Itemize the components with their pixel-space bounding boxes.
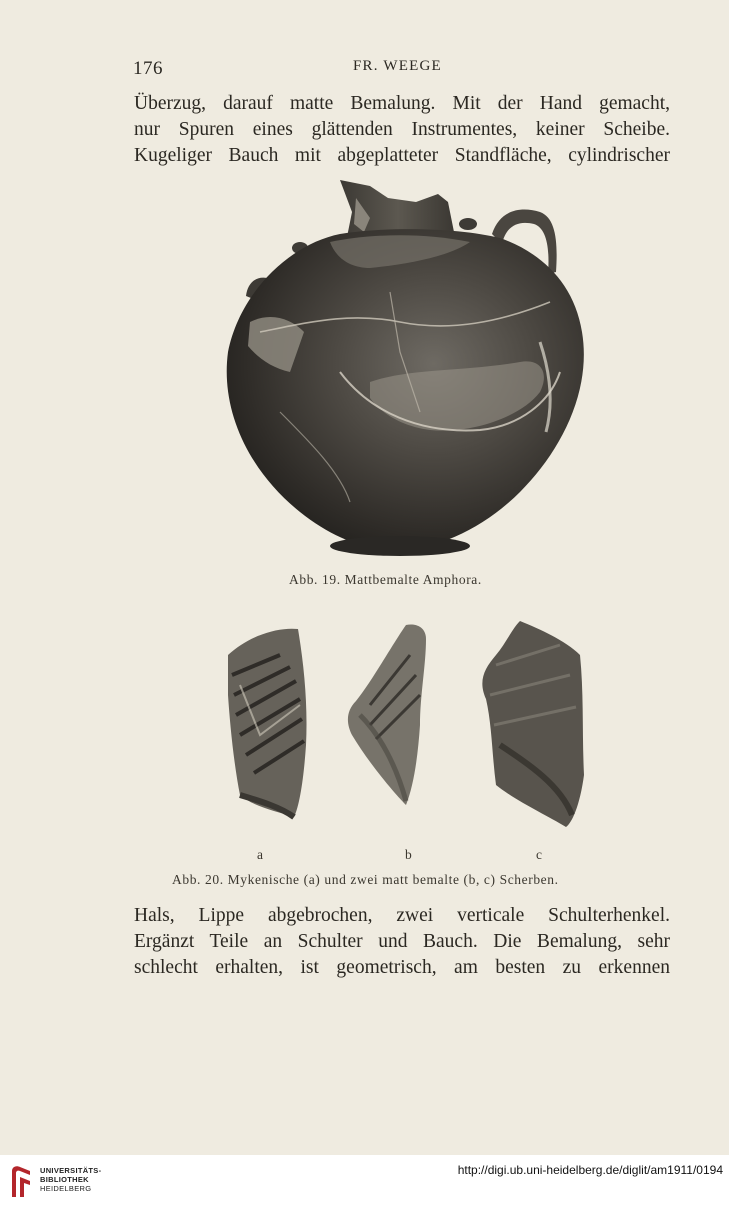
text-line: nur Spuren eines glättenden Instrumentes, keiner Scheibe.	[134, 119, 670, 140]
sherd-label-b: b	[405, 847, 412, 862]
library-name-line: BIBLIOTHEK	[40, 1175, 89, 1184]
running-head-author: FR. WEEGE	[353, 58, 442, 74]
sherds-photo	[220, 615, 600, 835]
library-name	[40, 1166, 101, 1193]
amphora-photo	[220, 172, 600, 564]
text-line: Überzug, darauf matte Bemalung. Mit der Hand gemacht,	[134, 93, 670, 114]
text-line: Hals, Lippe abgebrochen, zwei verticale Schulterhenkel.	[134, 905, 670, 926]
library-name-line: HEIDELBERG	[40, 1184, 92, 1193]
text-line: schlecht erhalten, ist geometrisch, am besten zu erkennen	[134, 957, 670, 978]
sherd-c	[482, 621, 584, 827]
library-name-line: UNIVERSITÄTS-	[40, 1166, 102, 1175]
figure-20-caption: Abb. 20. Mykenische (a) und zwei matt bemalte (b, c) Scherben.	[172, 872, 559, 887]
body-text-bottom	[134, 903, 670, 981]
permalink-url[interactable]: http://digi.ub.uni-heidelberg.de/diglit/am1911/0194	[457, 1163, 723, 1177]
sherd-label-a: a	[257, 847, 263, 862]
sherd-a	[228, 629, 307, 817]
text-line: Ergänzt Teile an Schulter und Bauch. Die Bemalung, sehr	[134, 931, 670, 952]
footer-bar	[0, 1155, 729, 1207]
figure-19-caption: Abb. 19. Mattbemalte Amphora.	[289, 572, 482, 587]
sherd-label-c: c	[536, 847, 542, 862]
running-head	[133, 58, 669, 82]
text-line: Kugeliger Bauch mit abgeplatteter Standfläche, cylindrischer	[134, 145, 670, 166]
body-text-top	[134, 91, 670, 169]
page-number: 176	[133, 58, 163, 79]
sherd-b	[348, 625, 426, 805]
university-library-logo-icon	[8, 1163, 34, 1199]
